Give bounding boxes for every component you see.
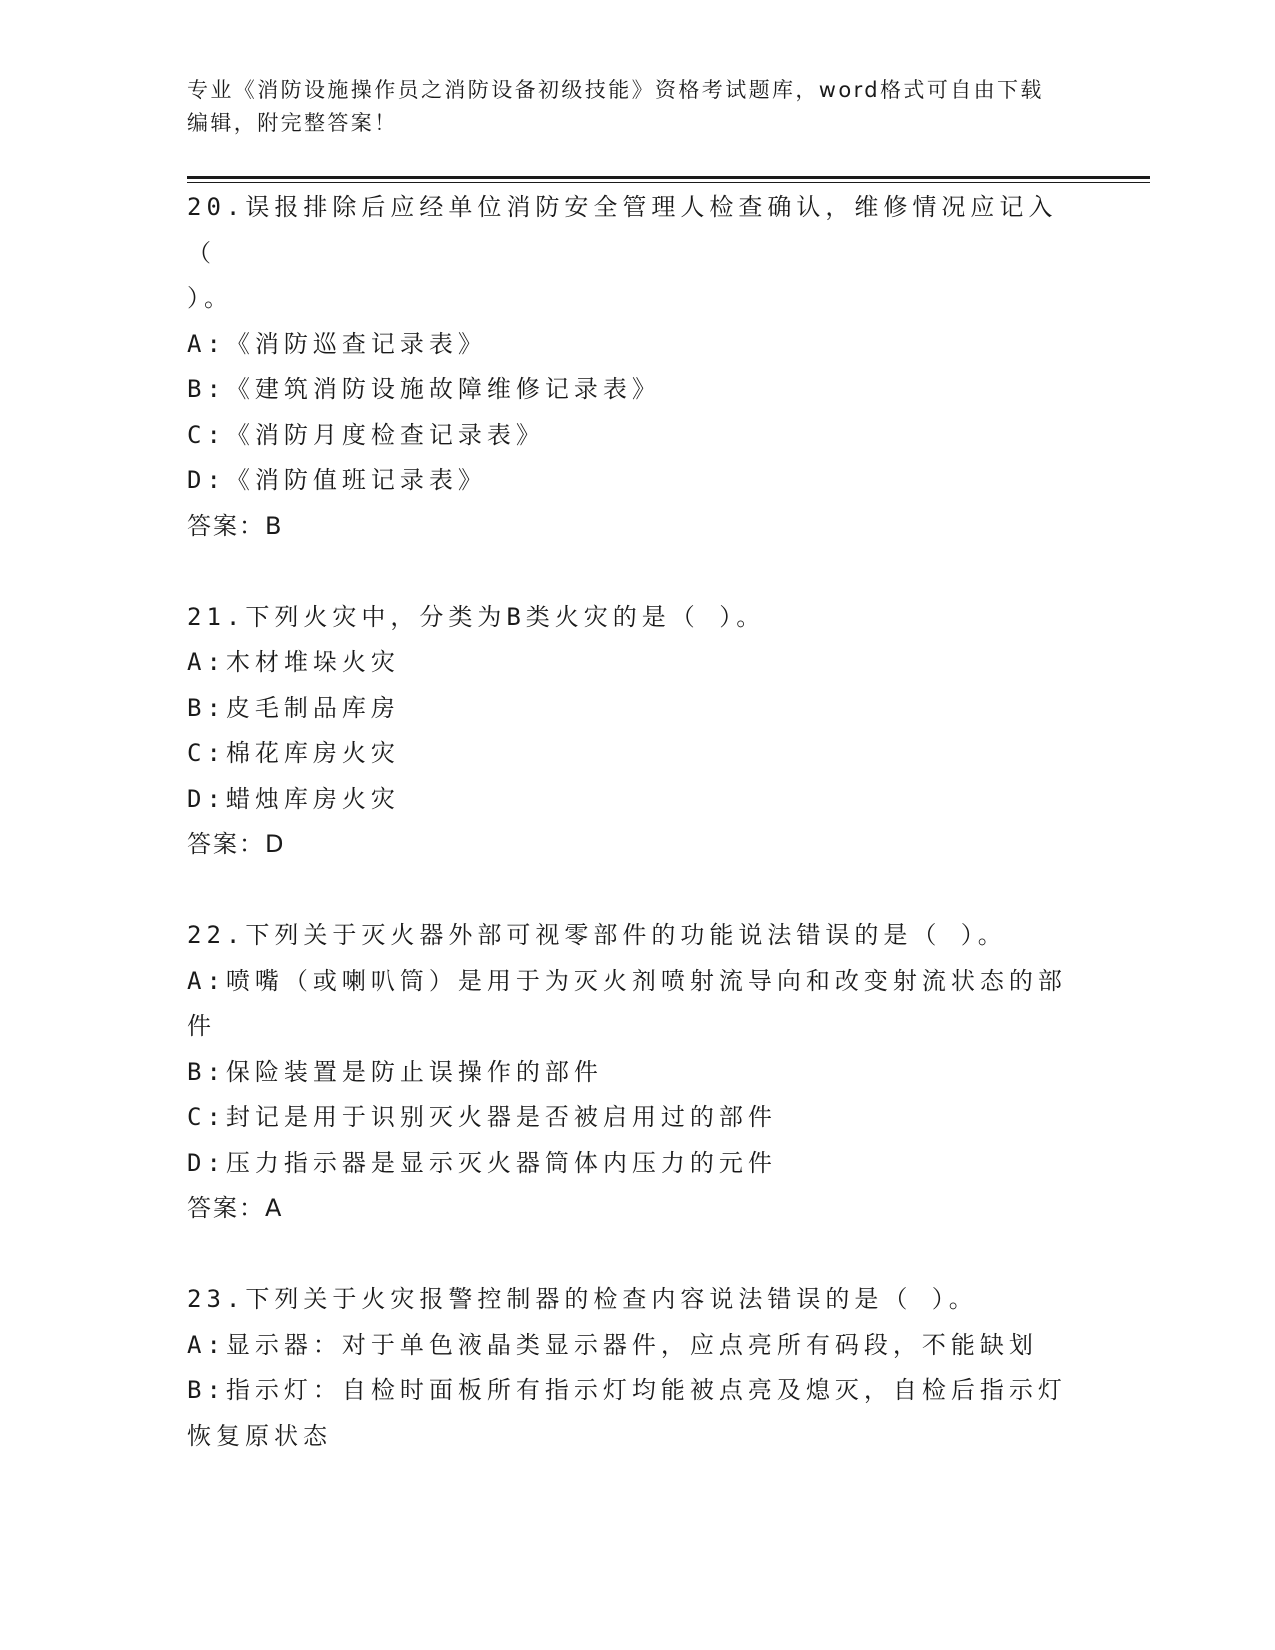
- option-c: C:《消防月度检查记录表》: [187, 420, 545, 449]
- question-spacer: [187, 1232, 1077, 1278]
- option-b-continued: 恢复原状态: [187, 1421, 332, 1450]
- document-header: 专业《消防设施操作员之消防设备初级技能》资格考试题库，word格式可自由下载编辑，附完整答案！: [187, 78, 1044, 135]
- question-22: [187, 913, 1077, 1232]
- option-b: B:指示灯：自检时面板所有指示灯均能被点亮及熄灭，自检后指示灯: [187, 1376, 1067, 1404]
- option-c: C:封记是用于识别灭火器是否被启用过的部件: [187, 1103, 777, 1131]
- question-stem: 22.下列关于灭火器外部可视零部件的功能说法错误的是（ ）。: [187, 921, 1007, 949]
- question-spacer: [187, 549, 1077, 595]
- question-stem-continued: ）。: [187, 284, 233, 312]
- question-21: [187, 595, 1077, 868]
- header-divider-thin: [187, 182, 1150, 183]
- option-b: B:保险装置是防止误操作的部件: [187, 1057, 603, 1086]
- question-spacer: [187, 868, 1077, 914]
- option-a-continued: 件: [187, 1012, 216, 1040]
- option-d: D:蜡烛库房火灾: [187, 784, 400, 813]
- option-a: A:显示器：对于单色液晶类显示器件，应点亮所有码段，不能缺划: [187, 1330, 1038, 1359]
- option-b: B:皮毛制品库房: [187, 693, 400, 722]
- question-23: [187, 1277, 1077, 1459]
- question-20: [187, 185, 1077, 549]
- answer: 答案：D: [187, 830, 286, 858]
- header-divider-thick: [187, 176, 1150, 179]
- option-a: A:喷嘴（或喇叭筒）是用于为灭火剂喷射流导向和改变射流状态的部: [187, 966, 1067, 995]
- option-c: C:棉花库房火灾: [187, 739, 400, 767]
- question-list: [187, 185, 1077, 1459]
- option-b: B:《建筑消防设施故障维修记录表》: [187, 375, 661, 403]
- answer: 答案：B: [187, 511, 284, 540]
- option-d: D:《消防值班记录表》: [187, 466, 487, 494]
- answer: 答案：A: [187, 1194, 284, 1222]
- question-stem: 23.下列关于火灾报警控制器的检查内容说法错误的是（ ）。: [187, 1285, 978, 1313]
- option-d: D:压力指示器是显示灭火器筒体内压力的元件: [187, 1148, 777, 1177]
- question-stem: 20.误报排除后应经单位消防安全管理人检查确认，维修情况应记入（: [187, 193, 1058, 267]
- option-a: A:木材堆垛火灾: [187, 648, 400, 676]
- question-stem: 21.下列火灾中，分类为B类火灾的是（ ）。: [187, 602, 766, 631]
- option-a: A:《消防巡查记录表》: [187, 329, 487, 358]
